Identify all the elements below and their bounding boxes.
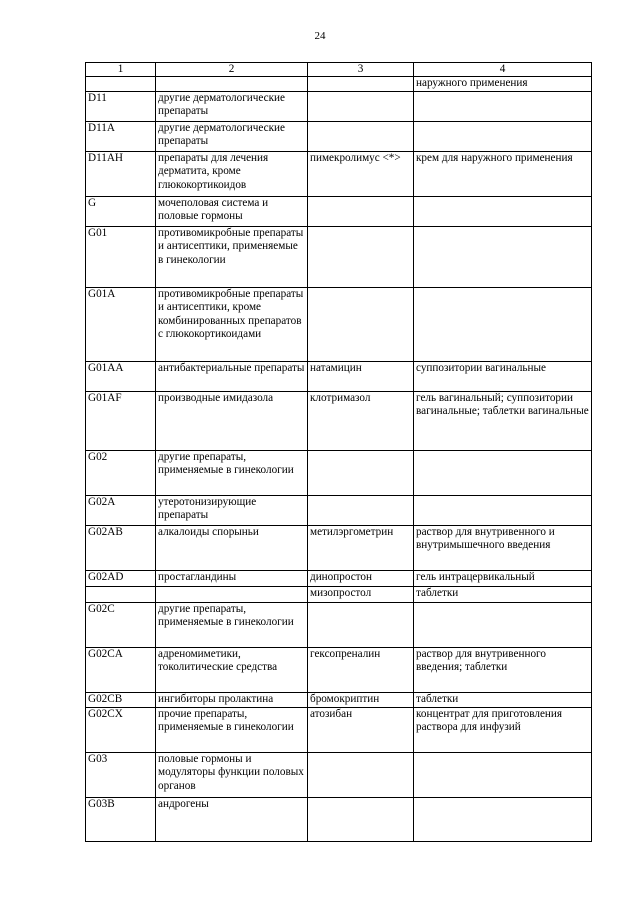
table-row (86, 692, 592, 707)
anatomical-group-cell (156, 77, 308, 92)
drug-name-cell: атозибан (308, 707, 414, 752)
table-row (86, 707, 592, 752)
dosage-form-cell: концентрат для приготовления раствора для инфузий (414, 707, 592, 752)
dosage-form-cell: суппозитории вагинальные (414, 361, 592, 391)
dosage-form-cell (414, 602, 592, 647)
dosage-form-cell: гель вагинальный; суппозитории вагинальные; таблетки вагинальные (414, 391, 592, 450)
table-row (86, 196, 592, 226)
anatomical-group-cell: другие препараты, применяемые в гинекологии (156, 602, 308, 647)
dosage-form-cell: таблетки (414, 586, 592, 602)
drug-name-cell: натамицин (308, 361, 414, 391)
anatomical-group-cell: адреномиметики, токолитические средства (156, 647, 308, 692)
atc-code-cell: G01 (86, 226, 156, 287)
anatomical-group-cell: производные имидазола (156, 391, 308, 450)
anatomical-group-cell: препараты для лечения дерматита, кроме глюкокортикоидов (156, 151, 308, 196)
dosage-form-cell (414, 226, 592, 287)
dosage-form-cell: гель интрацервикальный (414, 570, 592, 586)
drug-classification-table (85, 62, 592, 842)
atc-code-cell: G02CB (86, 692, 156, 707)
column-header-3: 3 (308, 63, 414, 77)
column-header-4: 4 (414, 63, 592, 77)
table-row (86, 570, 592, 586)
anatomical-group-cell: андрогены (156, 797, 308, 841)
drug-name-cell (308, 226, 414, 287)
dosage-form-cell (414, 121, 592, 151)
table-row (86, 797, 592, 841)
table-row (86, 226, 592, 287)
dosage-form-cell: таблетки (414, 692, 592, 707)
drug-name-cell: бромокриптин (308, 692, 414, 707)
drug-name-cell: динопростон (308, 570, 414, 586)
dosage-form-cell (414, 752, 592, 797)
atc-code-cell: D11A (86, 121, 156, 151)
atc-code-cell: G01A (86, 287, 156, 361)
dosage-form-cell (414, 287, 592, 361)
page-number: 24 (314, 30, 326, 42)
drug-name-cell (308, 77, 414, 92)
table-row (86, 495, 592, 525)
dosage-form-cell (414, 450, 592, 495)
anatomical-group-cell: алкалоиды спорыньи (156, 525, 308, 570)
drug-name-cell (308, 91, 414, 121)
atc-code-cell (86, 77, 156, 92)
anatomical-group-cell (156, 586, 308, 602)
atc-code-cell: G02CX (86, 707, 156, 752)
drug-name-cell: клотримазол (308, 391, 414, 450)
anatomical-group-cell: противомикробные препараты и антисептики, применяемые в гинекологии (156, 226, 308, 287)
anatomical-group-cell: простагландины (156, 570, 308, 586)
table-header-row (86, 63, 592, 77)
table-row (86, 752, 592, 797)
drug-name-cell: мизопростол (308, 586, 414, 602)
atc-code-cell: G02A (86, 495, 156, 525)
anatomical-group-cell: другие препараты, применяемые в гинекологии (156, 450, 308, 495)
anatomical-group-cell: противомикробные препараты и антисептики, кроме комбинированных препаратов с глюкокортикоидами (156, 287, 308, 361)
atc-code-cell: G03 (86, 752, 156, 797)
column-header-2: 2 (156, 63, 308, 77)
drug-name-cell: гексопреналин (308, 647, 414, 692)
table-row (86, 525, 592, 570)
drug-name-cell: метилэргометрин (308, 525, 414, 570)
dosage-form-cell (414, 196, 592, 226)
column-header-1: 1 (86, 63, 156, 77)
anatomical-group-cell: половые гормоны и модуляторы функции половых органов (156, 752, 308, 797)
atc-code-cell: G02 (86, 450, 156, 495)
anatomical-group-cell: другие дерматологические препараты (156, 121, 308, 151)
dosage-form-cell (414, 91, 592, 121)
atc-code-cell: G02CA (86, 647, 156, 692)
atc-code-cell: D11AH (86, 151, 156, 196)
dosage-form-cell: раствор для внутривенного введения; таблетки (414, 647, 592, 692)
anatomical-group-cell: ингибиторы пролактина (156, 692, 308, 707)
table-body (86, 77, 592, 842)
anatomical-group-cell: другие дерматологические препараты (156, 91, 308, 121)
dosage-form-cell (414, 495, 592, 525)
dosage-form-cell: наружного применения (414, 77, 592, 92)
anatomical-group-cell: прочие препараты, применяемые в гинекологии (156, 707, 308, 752)
table-row (86, 450, 592, 495)
dosage-form-cell: крем для наружного применения (414, 151, 592, 196)
drug-name-cell (308, 287, 414, 361)
table-row (86, 391, 592, 450)
atc-code-cell: G02AD (86, 570, 156, 586)
drug-name-cell (308, 797, 414, 841)
atc-code-cell: G (86, 196, 156, 226)
drug-name-cell (308, 450, 414, 495)
dosage-form-cell (414, 797, 592, 841)
table-row (86, 287, 592, 361)
atc-code-cell: G01AA (86, 361, 156, 391)
drug-name-cell (308, 602, 414, 647)
table-row (86, 121, 592, 151)
table-row (86, 586, 592, 602)
table-row (86, 361, 592, 391)
atc-code-cell: G03B (86, 797, 156, 841)
anatomical-group-cell: антибактериальные препараты (156, 361, 308, 391)
atc-code-cell: G02AB (86, 525, 156, 570)
table-row (86, 77, 592, 92)
drug-name-cell: пимекролимус <*> (308, 151, 414, 196)
atc-code-cell: G02C (86, 602, 156, 647)
atc-code-cell: G01AF (86, 391, 156, 450)
drug-name-cell (308, 752, 414, 797)
table-row (86, 91, 592, 121)
dosage-form-cell: раствор для внутривенного и внутримышечного введения (414, 525, 592, 570)
drug-name-cell (308, 121, 414, 151)
drug-name-cell (308, 495, 414, 525)
table-row (86, 151, 592, 196)
anatomical-group-cell: утеротонизирующие препараты (156, 495, 308, 525)
table-row (86, 602, 592, 647)
drug-name-cell (308, 196, 414, 226)
atc-code-cell (86, 586, 156, 602)
atc-code-cell: D11 (86, 91, 156, 121)
anatomical-group-cell: мочеполовая система и половые гормоны (156, 196, 308, 226)
table-row (86, 647, 592, 692)
